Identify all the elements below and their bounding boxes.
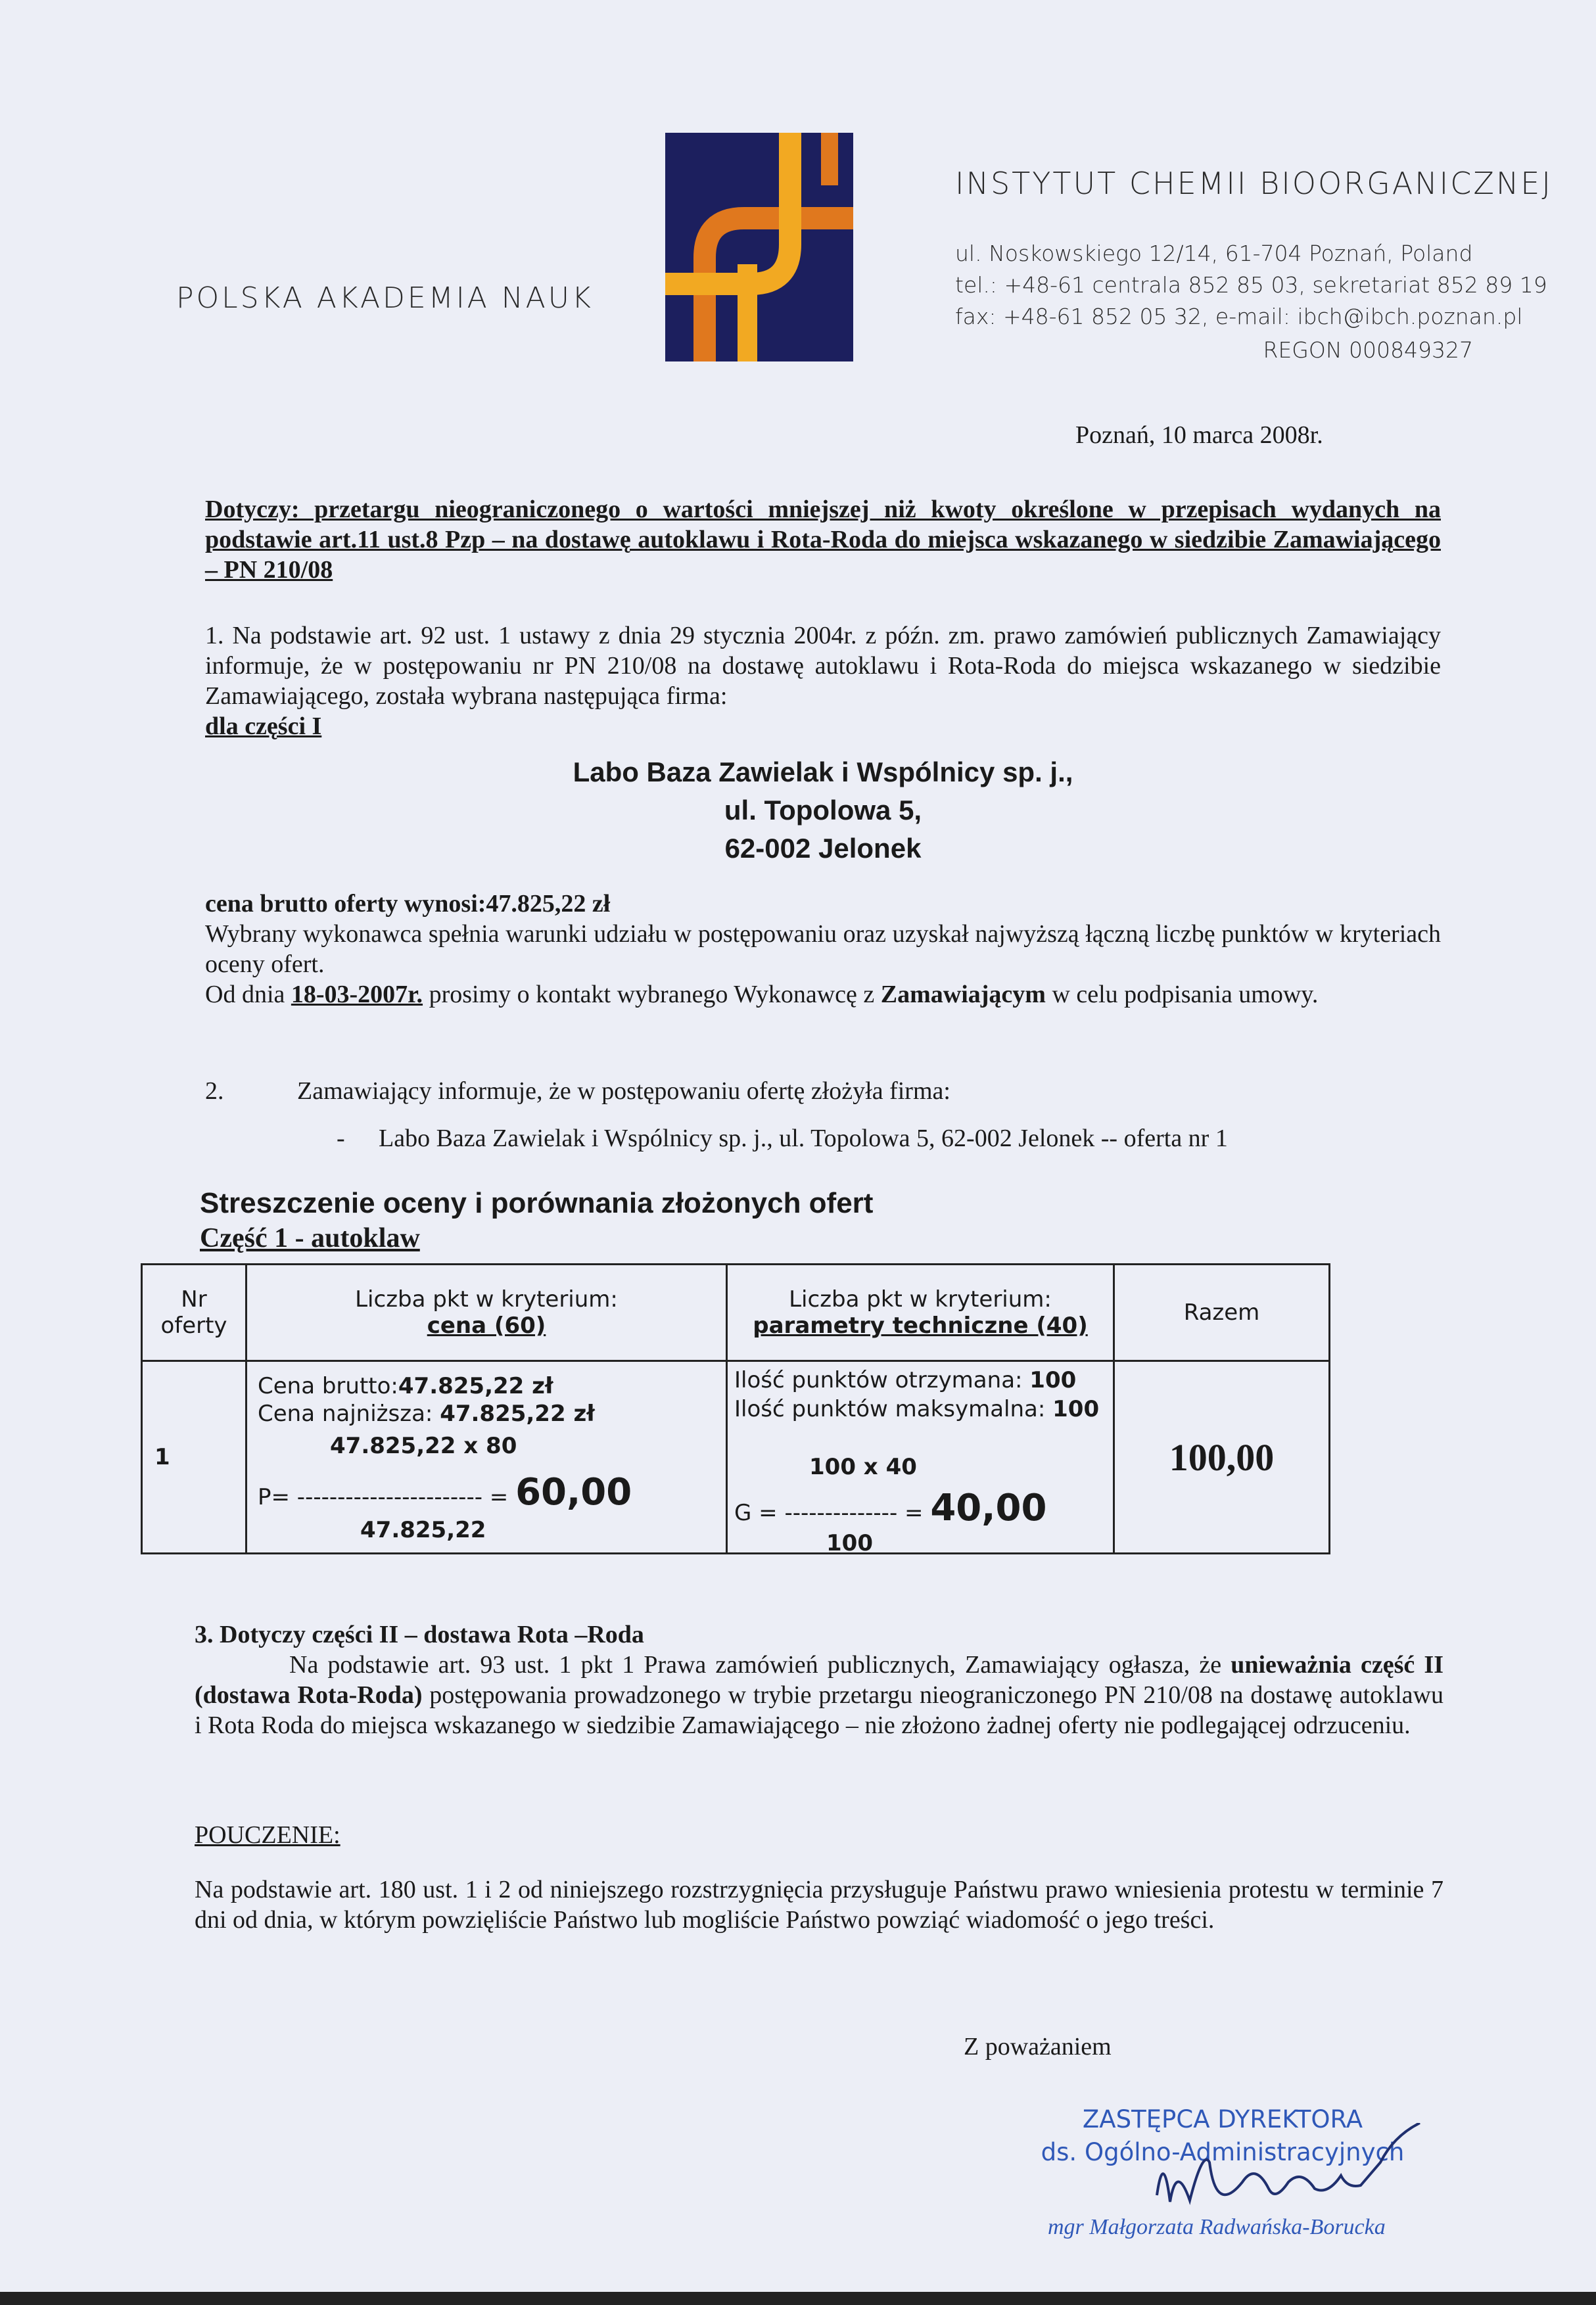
- regon-number: REGON 000849327: [1263, 337, 1473, 363]
- price-denominator: 47.825,22: [360, 1517, 486, 1543]
- row-offer-number: 1: [142, 1361, 246, 1554]
- contact-mid: prosimy o kontakt wybranego Wykonawcę z: [423, 981, 881, 1008]
- organization-name: POLSKA AKADEMIA NAUK: [176, 281, 594, 315]
- header-price-label: Liczba pkt w kryterium:: [355, 1286, 618, 1313]
- header-price-criterion: [246, 1265, 727, 1361]
- price-min-value: 47.825,22 zł: [440, 1401, 595, 1427]
- price-brutto-label: Cena brutto:: [258, 1373, 398, 1399]
- evaluation-table: [141, 1263, 1330, 1554]
- table-row: [142, 1361, 1330, 1554]
- paragraph-1-text: 1. Na podstawie art. 92 ust. 1 ustawy z dnia 29 stycznia 2004r. z późn. zm. prawo zamówień publicznych Zamawiający informuje, że w postępowaniu nr PN 210/08 na dostawę autoklawu i Rota-Roda do miejsca wskazanego w siedzibie Zamawiającego, została wybrana następująca firma:: [205, 622, 1441, 710]
- part-label: dla części I: [205, 712, 322, 740]
- letter-date: Poznań, 10 marca 2008r.: [1075, 421, 1323, 449]
- price-result: 60,00: [515, 1471, 632, 1514]
- offer-list-item: [337, 1124, 1228, 1153]
- paragraph-2-text: Zamawiający informuje, że w postępowaniu ofertę złożyła firma:: [297, 1077, 951, 1105]
- company-street: ul. Topolowa 5,: [724, 795, 922, 826]
- header-tech-weight: parametry techniczne (40): [753, 1313, 1088, 1339]
- header-tech-criterion: [727, 1265, 1114, 1361]
- section-3-text-pre: Na podstawie art. 93 ust. 1 pkt 1 Prawa zamówień publicznych, Zamawiający ogłasza, że: [289, 1651, 1231, 1679]
- company-city: 62-002 Jelonek: [724, 833, 922, 864]
- tech-numerator: 100 x 40: [809, 1454, 917, 1480]
- part-title: Część 1 - autoklaw: [200, 1223, 420, 1253]
- price-paragraph: [205, 889, 1441, 1010]
- notice-title: POUCZENIE:: [195, 1821, 340, 1849]
- offer-bullet: -: [337, 1125, 345, 1152]
- tech-result: 40,00: [930, 1487, 1047, 1529]
- header-offer-number: [142, 1265, 246, 1361]
- section-3: [195, 1619, 1443, 1740]
- section-3-text-post: postępowania prowadzonego w trybie przetargu nieograniczonego PN 210/08 na dostawę autoklawu i Rota Roda do miejsca wskazanego w siedzibie Zamawiającego – nie złożono żadnej oferty nie podlegającej odrzuceniu.: [195, 1681, 1443, 1739]
- price-numerator: 47.825,22 x 80: [330, 1433, 517, 1459]
- section-3-text-bold: unieważnia część II (dostawa Rota-Roda): [195, 1651, 1443, 1709]
- price-brutto-value: 47.825,22 zł: [398, 1373, 553, 1399]
- letter-subject: Dotyczy: przetargu nieograniczonego o wartości mniejszej niż kwoty określone w przepisach wydanych na podstawie art.11 ust.8 Pzp – na dostawę autoklawu i Rota-Roda do miejsca wskazanego w siedzibie Zamawiającego – PN 210/08: [205, 496, 1441, 584]
- tech-max-value: 100: [1052, 1396, 1100, 1422]
- contact-post: w celu podpisania umowy.: [1045, 981, 1319, 1008]
- paragraph-1: [205, 620, 1441, 741]
- contact-bold: Zamawiającym: [880, 981, 1046, 1008]
- price-formula: P= ----------------------- =: [258, 1484, 509, 1510]
- notice-text: Na podstawie art. 180 ust. 1 i 2 od niniejszego rozstrzygnięcia przysługuje Państwu prawo wniesienia protestu w terminie 7 dni od dnia, w którym powzięliście Państwo lub mogliście Państwo powziąć wiadomość o jego treści.: [195, 1876, 1443, 1934]
- row-tech-cell: [727, 1361, 1114, 1554]
- tech-received-value: 100: [1029, 1367, 1077, 1393]
- tech-formula: G = -------------- =: [734, 1500, 924, 1526]
- row-price-cell: [246, 1361, 727, 1554]
- paragraph-2: [205, 1077, 1441, 1106]
- tech-denominator: 100: [826, 1530, 873, 1556]
- closing-regards: Z poważaniem: [964, 2033, 1112, 2061]
- offer-price: cena brutto oferty wynosi:47.825,22 zł: [205, 890, 611, 918]
- stamp-name: mgr Małgorzata Radwańska-Borucka: [1048, 2215, 1386, 2239]
- header-total: Razem: [1114, 1265, 1330, 1361]
- paragraph-2-number: 2.: [205, 1077, 224, 1105]
- offer-text: Labo Baza Zawielak i Wspólnicy sp. j., ul. Topolowa 5, 62-002 Jelonek -- oferta nr 1: [379, 1125, 1228, 1152]
- tech-received-label: Ilość punktów otrzymana:: [734, 1367, 1030, 1393]
- address-line: ul. Noskowskiego 12/14, 61-704 Poznań, Poland: [955, 241, 1473, 266]
- tech-max-label: Ilość punktów maksymalna:: [734, 1396, 1053, 1422]
- price-min-label: Cena najniższa:: [258, 1401, 440, 1427]
- stamp-title: ZASTĘPCA DYREKTORA: [1082, 2105, 1363, 2133]
- institute-logo: [665, 133, 853, 361]
- institute-address-block: [955, 238, 1547, 366]
- contact-pre: Od dnia: [205, 981, 291, 1008]
- row-total: 100,00: [1114, 1361, 1330, 1554]
- company-name: Labo Baza Zawielak i Wspólnicy sp. j.,: [573, 757, 1073, 787]
- header-nr: Nr: [181, 1286, 207, 1313]
- institute-name: INSTYTUT CHEMII BIOORGANICZNEJ: [955, 166, 1553, 201]
- stamp-department: ds. Ogólno-Administracyjnych: [1041, 2138, 1405, 2166]
- header-tech-label: Liczba pkt w kryterium:: [789, 1286, 1052, 1313]
- contact-date: 18-03-2007r.: [291, 981, 423, 1008]
- selection-reason: Wybrany wykonawca spełnia warunki udziału w postępowaniu oraz uzyskał najwyższą łączną liczbę punktów w kryteriach oceny ofert.: [205, 920, 1441, 978]
- scan-edge: [0, 2292, 1596, 2305]
- table-header-row: [142, 1265, 1330, 1361]
- selected-company: [205, 753, 1441, 868]
- phone-line: tel.: +48-61 centrala 852 85 03, sekretariat 852 89 19: [955, 272, 1547, 298]
- fax-email-line: fax: +48-61 852 05 32, e-mail: ibch@ibch.poznan.pl: [955, 304, 1523, 329]
- section-3-title: 3. Dotyczy części II – dostawa Rota –Roda: [195, 1621, 644, 1648]
- header-price-weight: cena (60): [427, 1313, 546, 1339]
- summary-title: Streszczenie oceny i porównania złożonych ofert: [200, 1187, 874, 1219]
- header-oferty: oferty: [160, 1313, 227, 1339]
